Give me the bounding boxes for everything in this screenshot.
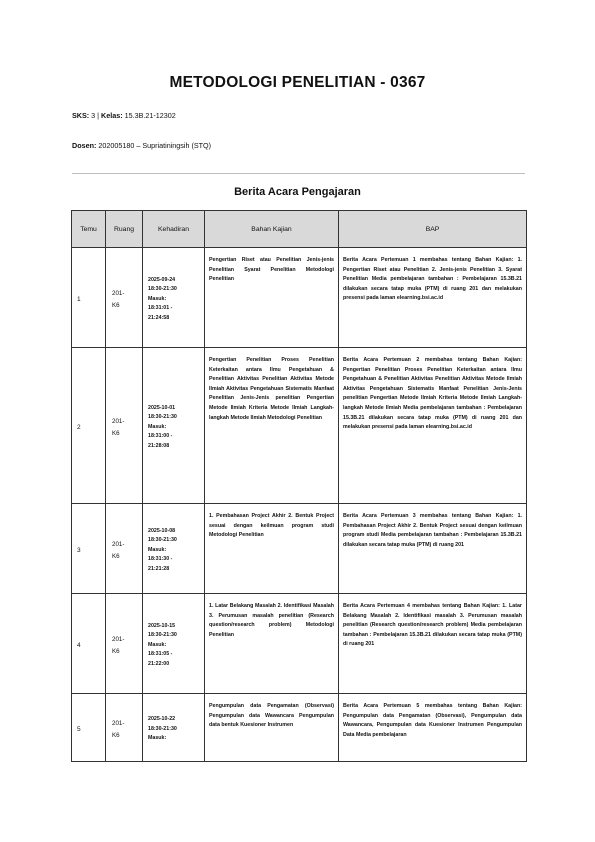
table-row bbox=[72, 594, 527, 694]
ruang-line: 201- bbox=[112, 540, 125, 548]
course-meta-line bbox=[72, 111, 176, 120]
sks-value: 3 | bbox=[89, 111, 102, 120]
ruang-line: 201- bbox=[112, 417, 125, 425]
kehadiran-line: 2025-10-08 bbox=[148, 527, 176, 534]
kehadiran-line: 18:30-21:30 bbox=[148, 286, 177, 293]
table-header-row bbox=[72, 211, 527, 248]
cell-bahan-kajian: 1. Pembahasan Project Akhir 2. Bentuk Project sesuai dengan keilmuan program studi Metodologi Penelitian bbox=[205, 504, 339, 594]
cell-bahan-kajian: Pengumpulan data Pengamatan (Observasi) Pengumpulan data Wawancara Pengumpulan data bentuk Kuesioner Instrumen bbox=[205, 694, 339, 762]
cell-kehadiran bbox=[143, 348, 205, 504]
cell-bahan-kajian: Pengertian Riset atau Penelitian Jenis-jenis Penelitian Syarat Penelitian Metodologi Penelitian bbox=[205, 248, 339, 348]
cell-bahan-kajian: Pengertian Penelitian Proses Penelitian Keterkaitan antara Ilmu Pengetahuan & Penelitian Aktivitas Penelitian Aktivitas Metode Ilmiah Aktivitas Pengetahuan Sistematis Manfaat Penelitian Jenis-Jenis penelitian Pengertian Metode Ilmiah Kriteria Metode Ilmiah Langkah-langkah Metode Ilmiah Metodologi Penelitian bbox=[205, 348, 339, 504]
cell-ruang bbox=[106, 504, 143, 594]
cell-temu: 3 bbox=[72, 504, 106, 594]
kehadiran-line: Masuk: bbox=[148, 295, 167, 302]
cell-ruang bbox=[106, 348, 143, 504]
cell-bap: Berita Acara Pertemuan 3 membahas tentang Bahan Kajian: 1. Pembahasan Project Akhir 2. Bentuk Project sesuai dengan keilmuan program studi Media pembelajaran tambahan : Pembelajaran 15.3B.21 dilakukan secara tatap muka (PTM) di ruang 201 bbox=[339, 504, 527, 594]
kehadiran-line: Masuk: bbox=[148, 641, 167, 648]
ruang-line: 201- bbox=[112, 289, 125, 297]
ruang-line: K6 bbox=[112, 429, 120, 437]
table-row bbox=[72, 694, 527, 762]
ruang-line: K6 bbox=[112, 647, 120, 655]
cell-bap: Berita Acara Pertemuan 5 membahas tentang Bahan Kajian: Pengumpulan data Pengamatan (Observasi), Pengumpulan data Wawancara, Pengumpulan data Kuesioner Instrumen Pengumpulan Data Media pembelajaran bbox=[339, 694, 527, 762]
teaching-record-table bbox=[71, 210, 527, 762]
cell-kehadiran bbox=[143, 694, 205, 762]
ruang-line: K6 bbox=[112, 731, 120, 739]
cell-bap: Berita Acara Pertemuan 1 membahas tentang Bahan Kajian: 1. Pengertian Riset atau Penelitian 2. Jenis-jenis Penelitian 3. Syarat Penelitian Media pembelajaran tambahan : Pembelajaran 15.3B.21 dilakukan secara tatap muka (PTM) di ruang 201 dan melakukan presensi pada laman elearning.bsi.ac.id bbox=[339, 248, 527, 348]
header-divider bbox=[72, 173, 525, 174]
cell-bahan-kajian: 1. Latar Belakang Masalah 2. Identifikasi Masalah 3. Perumusan masalah penelitian (Research question/research problem) Metodologi Penelitian bbox=[205, 594, 339, 694]
kelas-value: 15.3B.21-12302 bbox=[122, 111, 176, 120]
cell-kehadiran bbox=[143, 594, 205, 694]
kehadiran-line: Masuk: bbox=[148, 735, 167, 742]
kehadiran-line: 18:30-21:30 bbox=[148, 632, 177, 639]
table-row bbox=[72, 504, 527, 594]
table-row bbox=[72, 248, 527, 348]
kehadiran-line: 18:31:01 - bbox=[148, 305, 173, 312]
kehadiran-line: 18:31:05 - bbox=[148, 651, 173, 658]
cell-ruang bbox=[106, 594, 143, 694]
kehadiran-line: 18:30-21:30 bbox=[148, 537, 177, 544]
kehadiran-line: 21:21:28 bbox=[148, 565, 170, 572]
kehadiran-line: 21:28:08 bbox=[148, 442, 170, 449]
kehadiran-line: Masuk: bbox=[148, 423, 167, 430]
cell-bap: Berita Acara Pertemuan 4 membahas tentang Bahan Kajian: 1. Latar Belakang Masalah 2. Identifikasi masalah 3. Perumusan masalah penelitian (Research question/research problem) Media pembelajaran tambahan : Pembelajaran 15.3B.21 dilakukan secara tatap muka (PTM) di ruang 201 bbox=[339, 594, 527, 694]
cell-bap: Berita Acara Pertemuan 2 membahas tentang Bahan Kajian: Pengertian Penelitian Proses Penelitian Keterkaitan antara Ilmu Pengetahuan & Penelitian Aktivitas Penelitian Aktivitas Metode Ilmiah Aktivitas Pengetahuan Sistematis Manfaat Penelitian Jenis-Jenis penelitian Pengertian Metode Ilmiah Kriteria Metode Ilmiah Langkah-langkah Metode Ilmiah Media pembelajaran tambahan : Pembelajaran 15.3B.21 dilakukan secara tatap muka (PTM) di ruang 201 dan melakukan presensi pada laman elearning.bsi.ac.id bbox=[339, 348, 527, 504]
kehadiran-line: 18:31:30 - bbox=[148, 556, 173, 563]
cell-temu: 5 bbox=[72, 694, 106, 762]
ruang-line: 201- bbox=[112, 719, 125, 727]
dosen-label: Dosen: bbox=[72, 141, 97, 150]
ruang-line: 201- bbox=[112, 635, 125, 643]
kehadiran-line: 2025-10-22 bbox=[148, 716, 176, 723]
cell-kehadiran bbox=[143, 248, 205, 348]
cell-ruang bbox=[106, 694, 143, 762]
cell-kehadiran bbox=[143, 504, 205, 594]
table-row bbox=[72, 348, 527, 504]
cell-ruang bbox=[106, 248, 143, 348]
column-header-temu: Temu bbox=[72, 211, 106, 248]
kehadiran-line: 21:22:00 bbox=[148, 660, 170, 667]
page-title: METODOLOGI PENELITIAN - 0367 bbox=[169, 74, 426, 91]
dosen-value: 202005180 – Supriatiningsih (STQ) bbox=[96, 141, 212, 150]
kehadiran-line: 2025-10-01 bbox=[148, 404, 176, 411]
kehadiran-line: 18:31:00 - bbox=[148, 433, 173, 440]
kehadiran-line: 21:24:58 bbox=[148, 314, 170, 321]
sks-label: SKS: bbox=[72, 111, 90, 120]
kelas-label: Kelas: bbox=[101, 111, 123, 120]
column-header-bap: BAP bbox=[339, 211, 527, 248]
column-header-ruang: Ruang bbox=[106, 211, 143, 248]
kehadiran-line: 2025-10-15 bbox=[148, 622, 176, 629]
ruang-line: K6 bbox=[112, 552, 120, 560]
section-title: Berita Acara Pengajaran bbox=[234, 186, 361, 198]
cell-temu: 2 bbox=[72, 348, 106, 504]
kehadiran-line: 2025-09-24 bbox=[148, 276, 176, 283]
kehadiran-line: 18:30-21:30 bbox=[148, 414, 177, 421]
kehadiran-line: Masuk: bbox=[148, 546, 167, 553]
cell-temu: 4 bbox=[72, 594, 106, 694]
ruang-line: K6 bbox=[112, 301, 120, 309]
cell-temu: 1 bbox=[72, 248, 106, 348]
kehadiran-line: 18:30-21:30 bbox=[148, 725, 177, 732]
column-header-bahan-kajian: Bahan Kajian bbox=[205, 211, 339, 248]
lecturer-meta-line bbox=[72, 141, 211, 150]
column-header-kehadiran: Kehadiran bbox=[143, 211, 205, 248]
